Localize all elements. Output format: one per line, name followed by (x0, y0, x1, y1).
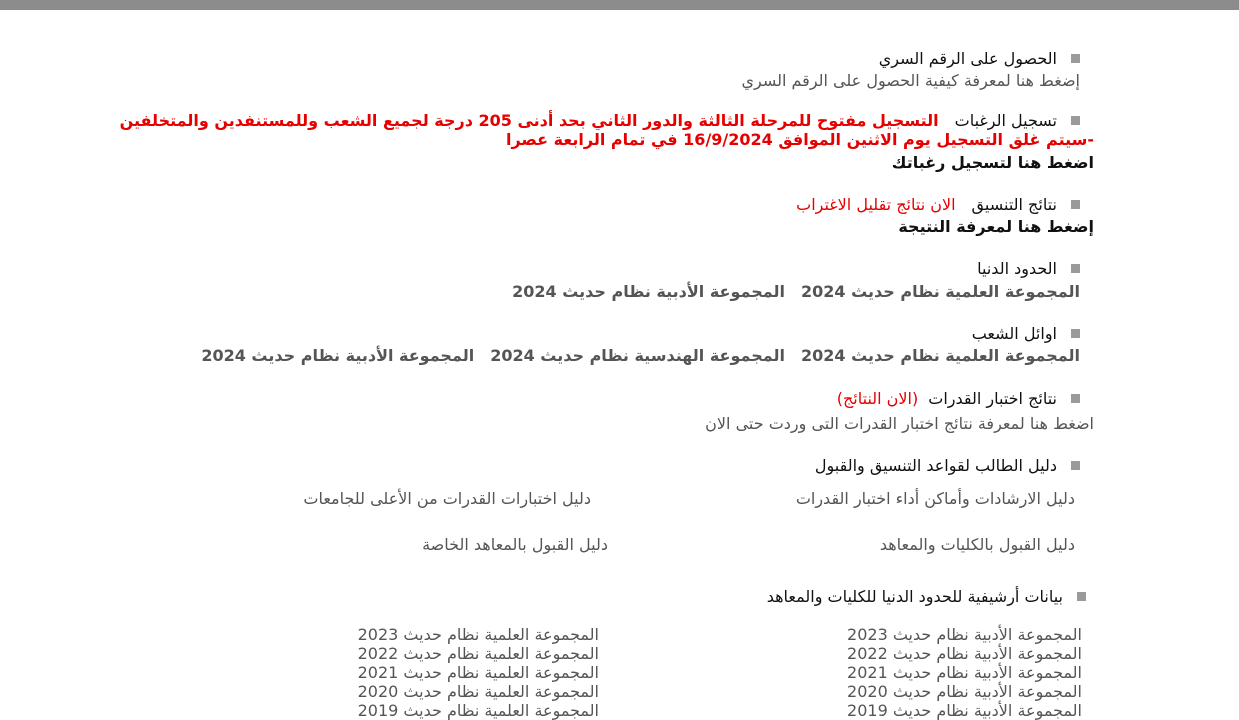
guide-faculties-admission-link[interactable]: دليل القبول بالكليات والمعاهد (879, 535, 1075, 554)
section-title: بيانات أرشيفية للحدود الدنيا للكليات والمعاهد (766, 587, 1063, 606)
archive-literary-2020-link[interactable]: المجموعة الأدبية نظام حديث 2020 (847, 682, 1082, 701)
results-notice: الان نتائج تقليل الاغتراب (796, 195, 956, 214)
square-bullet-icon (1071, 54, 1080, 63)
square-bullet-icon (1071, 394, 1080, 403)
archive-literary-2021-link[interactable]: المجموعة الأدبية نظام حديث 2021 (847, 663, 1082, 682)
square-bullet-icon (1071, 200, 1080, 209)
minimums-literary-link[interactable]: المجموعة الأدبية نظام حديث 2024 (512, 282, 785, 301)
archive-scientific-2022-link[interactable]: المجموعة العلمية نظام حديث 2022 (357, 644, 599, 663)
results-link-row (898, 218, 1094, 236)
minimums-links-row (512, 283, 1080, 301)
guide-instructions-link[interactable]: دليل الارشادات وأماكن أداء اختبار القدرات (795, 489, 1075, 508)
wishes-notice: التسجيل مفتوح للمرحلة الثالثة والدور الثاني بحد أدنى 205 درجة لجميع الشعب وللمستنفدين والمتخلفين (119, 111, 939, 130)
wishes-closing-notice: -سيتم غلق التسجيل يوم الاثنين الموافق 16/9/2024 في تمام الرابعة عصرا (505, 130, 1094, 149)
minimums-scientific-link[interactable]: المجموعة العلمية نظام حديث 2024 (800, 282, 1080, 301)
section-title: نتائج التنسيق (971, 195, 1057, 214)
section-wishes-heading (120, 112, 1080, 130)
archive-scientific-2019-link[interactable]: المجموعة العلمية نظام حديث 2019 (357, 701, 599, 720)
square-bullet-icon (1071, 264, 1080, 273)
archive-scientific-2023-link[interactable]: المجموعة العلمية نظام حديث 2023 (357, 625, 599, 644)
section-title: دليل الطالب لقواعد التنسيق والقبول (814, 456, 1057, 475)
section-results-heading (796, 196, 1080, 214)
aptitude-notice: (الان النتائج) (836, 389, 919, 408)
square-bullet-icon (1071, 116, 1080, 125)
pin-info-link[interactable]: إضغط هنا لمعرفة كيفية الحصول على الرقم السري (741, 71, 1080, 90)
archive-scientific-2021-link[interactable]: المجموعة العلمية نظام حديث 2021 (357, 663, 599, 682)
archive-literary-2019-link[interactable]: المجموعة الأدبية نظام حديث 2019 (847, 701, 1082, 720)
square-bullet-icon (1071, 461, 1080, 470)
section-aptitude-heading (837, 390, 1080, 408)
aptitude-link-row (705, 415, 1094, 433)
register-wishes-link[interactable]: اضغط هنا لتسجيل رغباتك (891, 153, 1094, 172)
archive-scientific-2020-link[interactable]: المجموعة العلمية نظام حديث 2020 (357, 682, 599, 701)
toppers-literary-link[interactable]: المجموعة الأدبية نظام حديث 2024 (201, 346, 475, 365)
section-title: نتائج اختبار القدرات (928, 389, 1057, 408)
results-link[interactable]: إضغط هنا لمعرفة النتيجة (898, 217, 1094, 236)
wishes-link-row (892, 154, 1094, 172)
section-title: الحصول على الرقم السري (878, 49, 1057, 68)
section-pin-heading (879, 50, 1080, 68)
aptitude-results-link[interactable]: اضغط هنا لمعرفة نتائج اختبار القدرات التى وردت حتى الان (705, 414, 1094, 433)
section-title: اوائل الشعب (971, 324, 1057, 343)
archive-literary-2023-link[interactable]: المجموعة الأدبية نظام حديث 2023 (847, 625, 1082, 644)
toppers-engineering-link[interactable]: المجموعة الهندسية نظام حديث 2024 (490, 346, 785, 365)
section-title: تسجيل الرغبات (954, 111, 1057, 130)
section-minimums-heading (977, 260, 1080, 278)
guide-aptitude-tests-link[interactable]: دليل اختبارات القدرات من الأعلى للجامعات (303, 489, 591, 508)
top-bar (0, 0, 1239, 10)
wishes-notice-row-2 (506, 131, 1094, 149)
section-title: الحدود الدنيا (977, 259, 1057, 278)
square-bullet-icon (1071, 329, 1080, 338)
archive-literary-2022-link[interactable]: المجموعة الأدبية نظام حديث 2022 (847, 644, 1082, 663)
toppers-scientific-link[interactable]: المجموعة العلمية نظام حديث 2024 (800, 346, 1080, 365)
pin-link-row (741, 72, 1080, 90)
toppers-links-row (201, 347, 1080, 365)
square-bullet-icon (1077, 592, 1086, 601)
section-toppers-heading (972, 325, 1080, 343)
section-archive-heading (767, 588, 1086, 606)
guide-private-institutes-link[interactable]: دليل القبول بالمعاهد الخاصة (422, 535, 608, 554)
section-guide-heading (815, 457, 1080, 475)
